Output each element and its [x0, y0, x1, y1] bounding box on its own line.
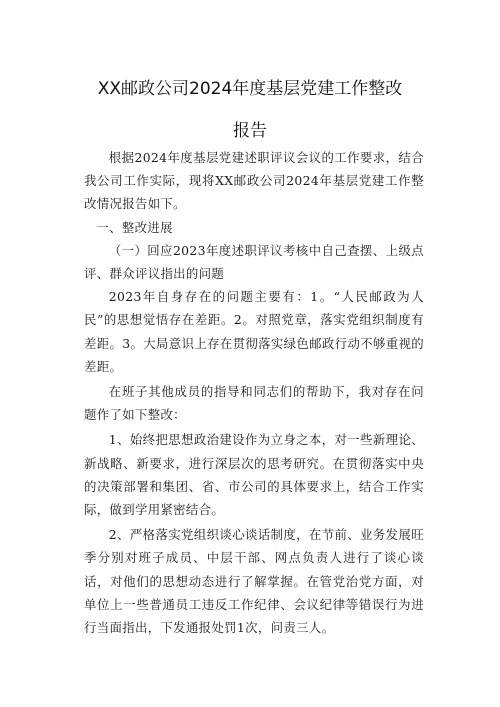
document-title-line-2: 报告 [233, 121, 267, 141]
rectification-intro-paragraph: 在班子其他成员的指导和同志们的帮助下，我对存在问题作了如下整改： [84, 384, 424, 423]
intro-paragraph: 根据2024年度基层党建述职评议会议的工作要求，结合我公司工作实际，现将XX邮政公司2024年基层党建工作整改情况报告如下。 [84, 150, 424, 212]
subsection-heading: （一）回应2023年度述职评议考核中自己查摆、上级点评、群众评议指出的问题 [84, 242, 424, 282]
rectification-item-2: 2、严格落实党组织谈心谈话制度，在节前、业务发展旺季分别对班子成员、中层干部、网点负责人进行了谈心谈话，对他们的思想动态进行了解掌握。在管党治党方面，对单位上一些普通员工违反工作纪律、会议纪律等错误行为进行当面指出，下发通报处罚1次，问责三人。 [84, 527, 424, 636]
document-title-line-1: XX邮政公司2024年度基层党建工作整改 [97, 79, 403, 99]
problems-paragraph: 2023年自身存在的问题主要有：1。“人民邮政为人民”的思想觉悟存在差距。2。对照党章，落实党组织制度有差距。3。大局意识上存在贯彻落实绿色邮政行动不够重视的差距。 [84, 289, 424, 374]
document-body [84, 146, 424, 639]
rectification-item-1: 1、始终把思想政治建设作为立身之本，对一些新理论、新战略、新要求，进行深层次的思考研究。在贯彻落实中央的决策部署和集团、省、市公司的具体要求上，结合工作实际，做到学用紧密结合。 [84, 432, 424, 518]
section-heading: 一、整改进展 [96, 219, 173, 235]
